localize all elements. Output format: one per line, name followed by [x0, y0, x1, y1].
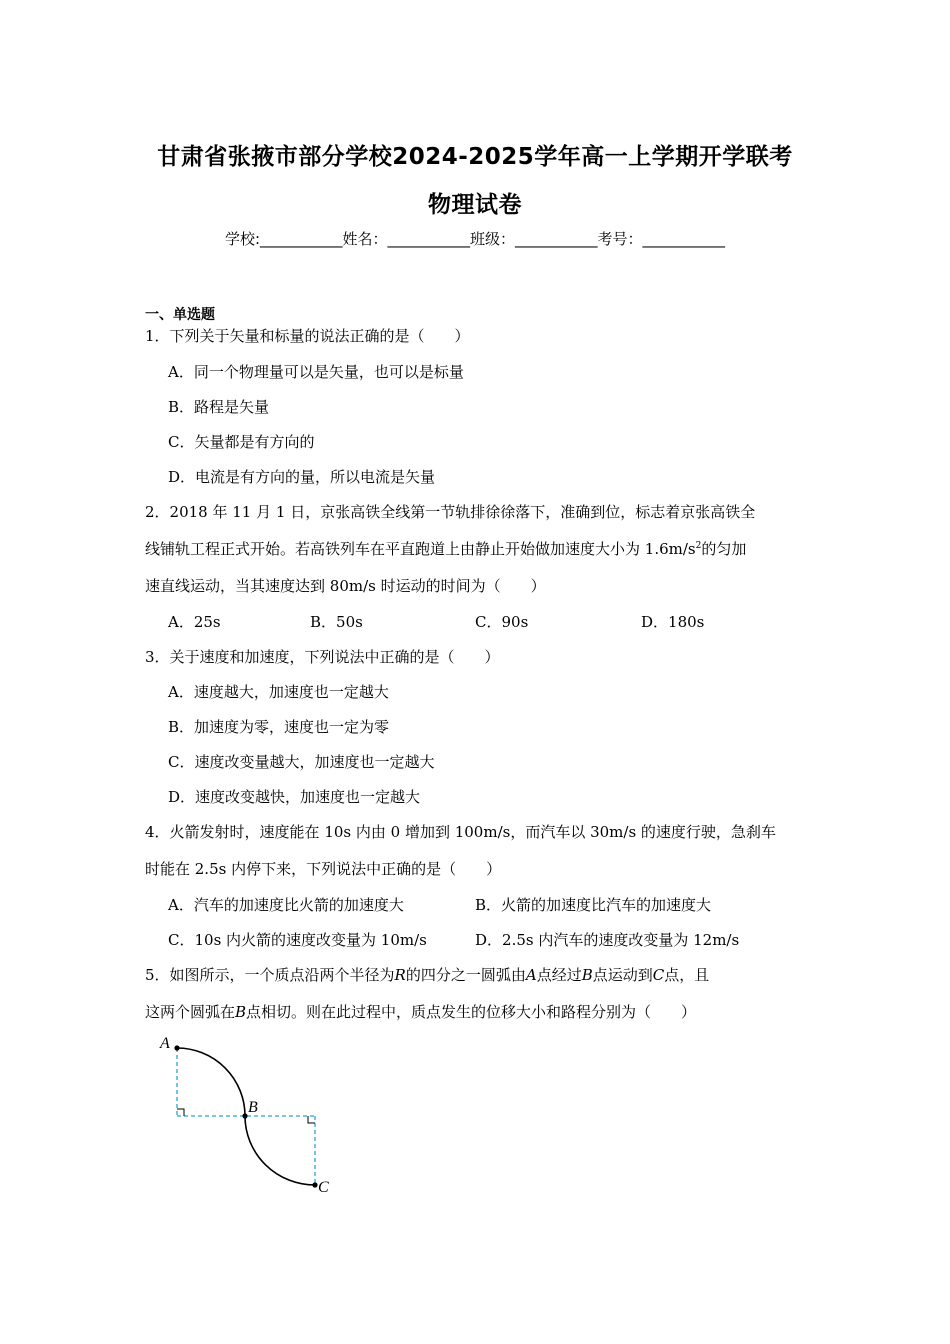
- q5-text: 点经过: [536, 966, 582, 984]
- q5-text: 5．如图所示，一个质点沿两个半径为: [145, 966, 395, 984]
- var-r: R: [394, 966, 406, 984]
- q3-stem: 3．关于速度和加速度，下列说法中正确的是（ ）: [145, 648, 500, 666]
- q4-option-d: D．2.5s 内汽车的速度改变量为 12m/s: [475, 931, 740, 949]
- q3-option-c: C．速度改变量越大，加速度也一定越大: [168, 753, 435, 771]
- q3-option-b: B．加速度为零，速度也一定为零: [168, 718, 390, 736]
- q5-text: 点运动到: [592, 966, 653, 984]
- q2-stem-line1: 2．2018 年 11 月 1 日，京张高铁全线第一节轨排徐徐落下，准确到位，标志着京张高铁全: [145, 503, 756, 521]
- q1-option-a: A．同一个物理量可以是矢量，也可以是标量: [168, 363, 464, 381]
- label-a: A: [160, 1035, 170, 1052]
- arc-ab: [177, 1048, 245, 1116]
- q1-stem: 1．下列关于矢量和标量的说法正确的是（ ）: [145, 327, 470, 345]
- section-heading: 一、单选题: [145, 307, 215, 323]
- arc-bc: [245, 1116, 315, 1185]
- q1-option-c: C．矢量都是有方向的: [168, 433, 315, 451]
- q2-line2-text: 线铺轨工程正式开始。若高铁列车在平直跑道上由静止开始做加速度大小为 1.6m/s: [145, 540, 696, 558]
- q5-text: 点，且: [664, 966, 710, 984]
- q2-stem-line2: [145, 539, 746, 559]
- q1-option-d: D．电流是有方向的量，所以电流是矢量: [168, 468, 436, 486]
- q4-option-b: B．火箭的加速度比汽车的加速度大: [475, 896, 712, 914]
- q2-line2-end: 的匀加: [701, 540, 747, 558]
- student-info-line: 学校:___________姓名：___________班级：___________考号：___________: [224, 230, 726, 248]
- q2-option-c: C．90s: [475, 613, 529, 631]
- q5-stem-line1: [145, 965, 709, 985]
- q5-text: 这两个圆弧在: [145, 1003, 236, 1021]
- q3-option-a: A．速度越大，加速度也一定越大: [168, 683, 389, 701]
- var-b: B: [581, 966, 593, 984]
- q1-option-b: B．路程是矢量: [168, 398, 270, 416]
- q2-stem-line3: 速直线运动，当其速度达到 80m/s 时运动的时间为（ ）: [145, 577, 546, 595]
- q4-stem-line1: 4．火箭发射时，速度能在 10s 内由 0 增加到 100m/s，而汽车以 30m/s 的速度行驶，急刹车: [145, 823, 776, 841]
- q2-exponent: 2: [695, 541, 702, 551]
- q2-option-a: A．25s: [168, 613, 221, 631]
- point-a: [174, 1045, 179, 1050]
- q2-option-d: D．180s: [641, 613, 705, 631]
- exam-title-line1: 甘肃省张掖市部分学校2024-2025学年高一上学期开学联考: [157, 144, 793, 170]
- right-angle-mark-right: [308, 1116, 315, 1123]
- arc-figure: [150, 1030, 340, 1200]
- point-b: [242, 1113, 247, 1118]
- q4-option-a: A．汽车的加速度比火箭的加速度大: [168, 896, 404, 914]
- label-c: C: [318, 1179, 329, 1196]
- var-c: C: [652, 966, 665, 984]
- q5-stem-line2: [145, 1002, 696, 1022]
- exam-title-line2: 物理试卷: [428, 192, 522, 218]
- var-b: B: [235, 1003, 247, 1021]
- var-a: A: [525, 966, 537, 984]
- right-angle-mark-left: [177, 1109, 184, 1116]
- q5-text: 的四分之一圆弧由: [405, 966, 526, 984]
- q3-option-d: D．速度改变越快，加速度也一定越大: [168, 788, 421, 806]
- q4-stem-line2: 时能在 2.5s 内停下来，下列说法中正确的是（ ）: [145, 860, 502, 878]
- q5-text: 点相切。则在此过程中，质点发生的位移大小和路程分别为（ ）: [246, 1003, 697, 1021]
- label-b: B: [248, 1099, 258, 1116]
- q2-option-b: B．50s: [310, 613, 363, 631]
- point-c: [312, 1182, 317, 1187]
- q4-option-c: C．10s 内火箭的速度改变量为 10m/s: [168, 931, 427, 949]
